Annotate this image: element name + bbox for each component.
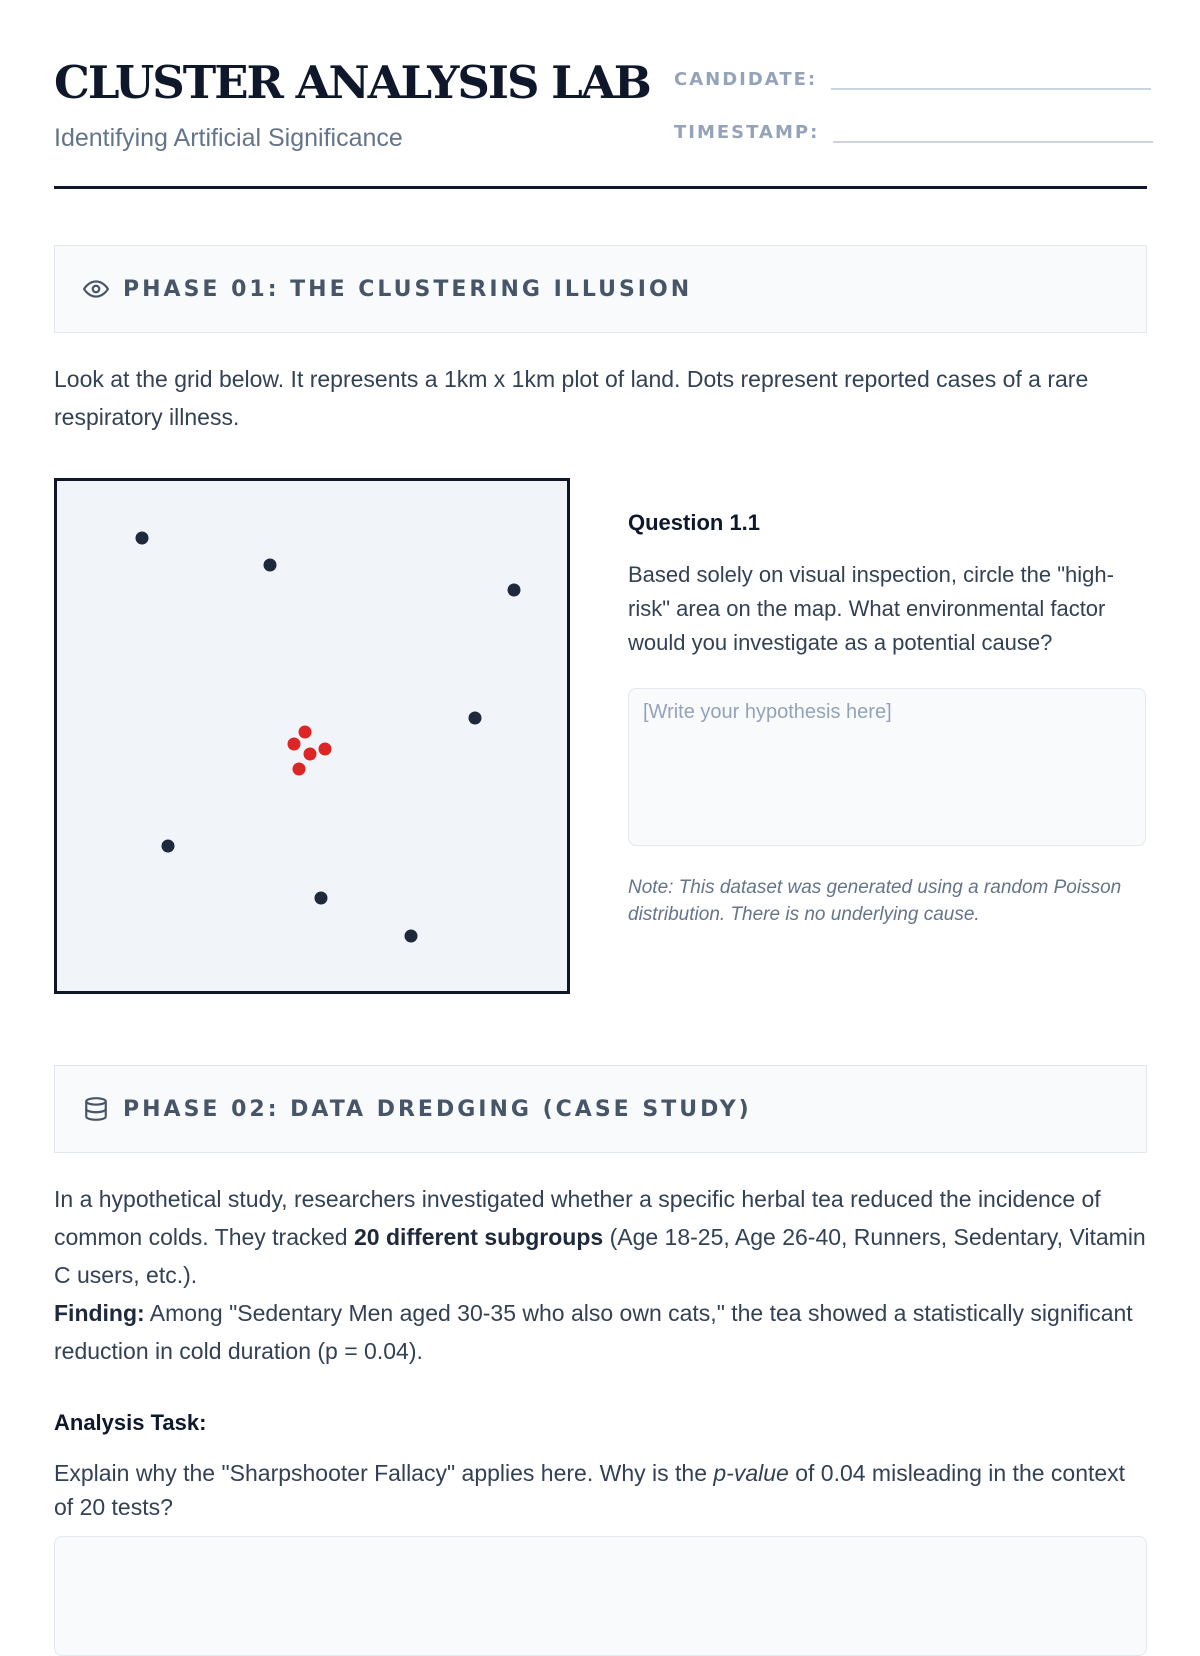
task-emphasis: p-value <box>713 1460 789 1486</box>
analysis-answer-input[interactable] <box>54 1536 1147 1656</box>
phase1-intro: Look at the grid below. It represents a 1km x 1km plot of land. Dots represent reported cases of a rare respiratory illness. <box>54 366 1089 430</box>
question-1-1 <box>628 510 1148 928</box>
header <box>54 0 1147 190</box>
study-text-b: (Age 18-25, Age 26-40, Runners, Sedentary, Vitamin C users, etc.). <box>54 1224 1146 1288</box>
case-dot <box>136 532 149 545</box>
phase1-title: PHASE 01: THE CLUSTERING ILLUSION <box>123 276 693 302</box>
question-title: Question 1.1 <box>628 510 761 535</box>
dataset-note: Note: This dataset was generated using a random Poisson distribution. There is no underlying cause. <box>628 877 1122 925</box>
case-map[interactable] <box>54 478 570 994</box>
candidate-label: CANDIDATE: <box>674 69 818 90</box>
cluster-dot <box>293 763 306 776</box>
database-icon <box>83 1096 109 1122</box>
cluster-dot <box>288 738 301 751</box>
analysis-task-heading: Analysis Task: <box>54 1410 207 1435</box>
task-text-b: of 0.04 misleading in the context of 20 tests? <box>54 1460 1126 1520</box>
candidate-row <box>674 60 1151 90</box>
timestamp-row <box>674 113 1153 143</box>
case-dot <box>469 712 482 725</box>
cluster-dot <box>304 748 317 761</box>
phase1-header <box>54 245 1147 333</box>
question-text: Based solely on visual inspection, circle the "high-risk" area on the map. What environmental factor would you investigate as a potential cause? <box>628 562 1114 655</box>
study-description <box>54 1180 1147 1370</box>
page-title: CLUSTER ANALYSIS LAB <box>54 56 650 109</box>
timestamp-field[interactable] <box>833 113 1153 143</box>
finding-text: Among "Sedentary Men aged 30-35 who also own cats," the tea showed a statistically significant reduction in cold duration (p = 0.04). <box>54 1300 1133 1364</box>
case-dot <box>508 584 521 597</box>
case-map-plot <box>57 481 567 991</box>
finding-label: Finding: <box>54 1300 145 1326</box>
candidate-field[interactable] <box>831 60 1151 90</box>
study-emphasis: 20 different subgroups <box>353 1224 604 1250</box>
phase2-header <box>54 1065 1147 1153</box>
worksheet-page <box>54 0 1147 1520</box>
phase2-title: PHASE 02: DATA DREDGING (CASE STUDY) <box>123 1096 752 1122</box>
case-dot <box>162 840 175 853</box>
study-text-a: In a hypothetical study, researchers investigated whether a specific herbal tea reduced the incidence of common colds. They tracked <box>54 1186 1101 1250</box>
page-subtitle: Identifying Artificial Significance <box>54 124 403 152</box>
case-dot <box>315 892 328 905</box>
cluster-dot <box>319 743 332 756</box>
case-dot <box>405 930 418 943</box>
analysis-task-text <box>54 1456 1147 1524</box>
hypothesis-placeholder: [Write your hypothesis here] <box>643 701 892 723</box>
eye-icon <box>83 276 109 302</box>
timestamp-label: TIMESTAMP: <box>674 122 820 143</box>
hypothesis-input[interactable] <box>628 688 1146 846</box>
cluster-dot <box>299 726 312 739</box>
case-dot <box>264 559 277 572</box>
header-divider <box>54 186 1147 189</box>
task-text-a: Explain why the "Sharpshooter Fallacy" applies here. Why is the <box>54 1460 714 1486</box>
